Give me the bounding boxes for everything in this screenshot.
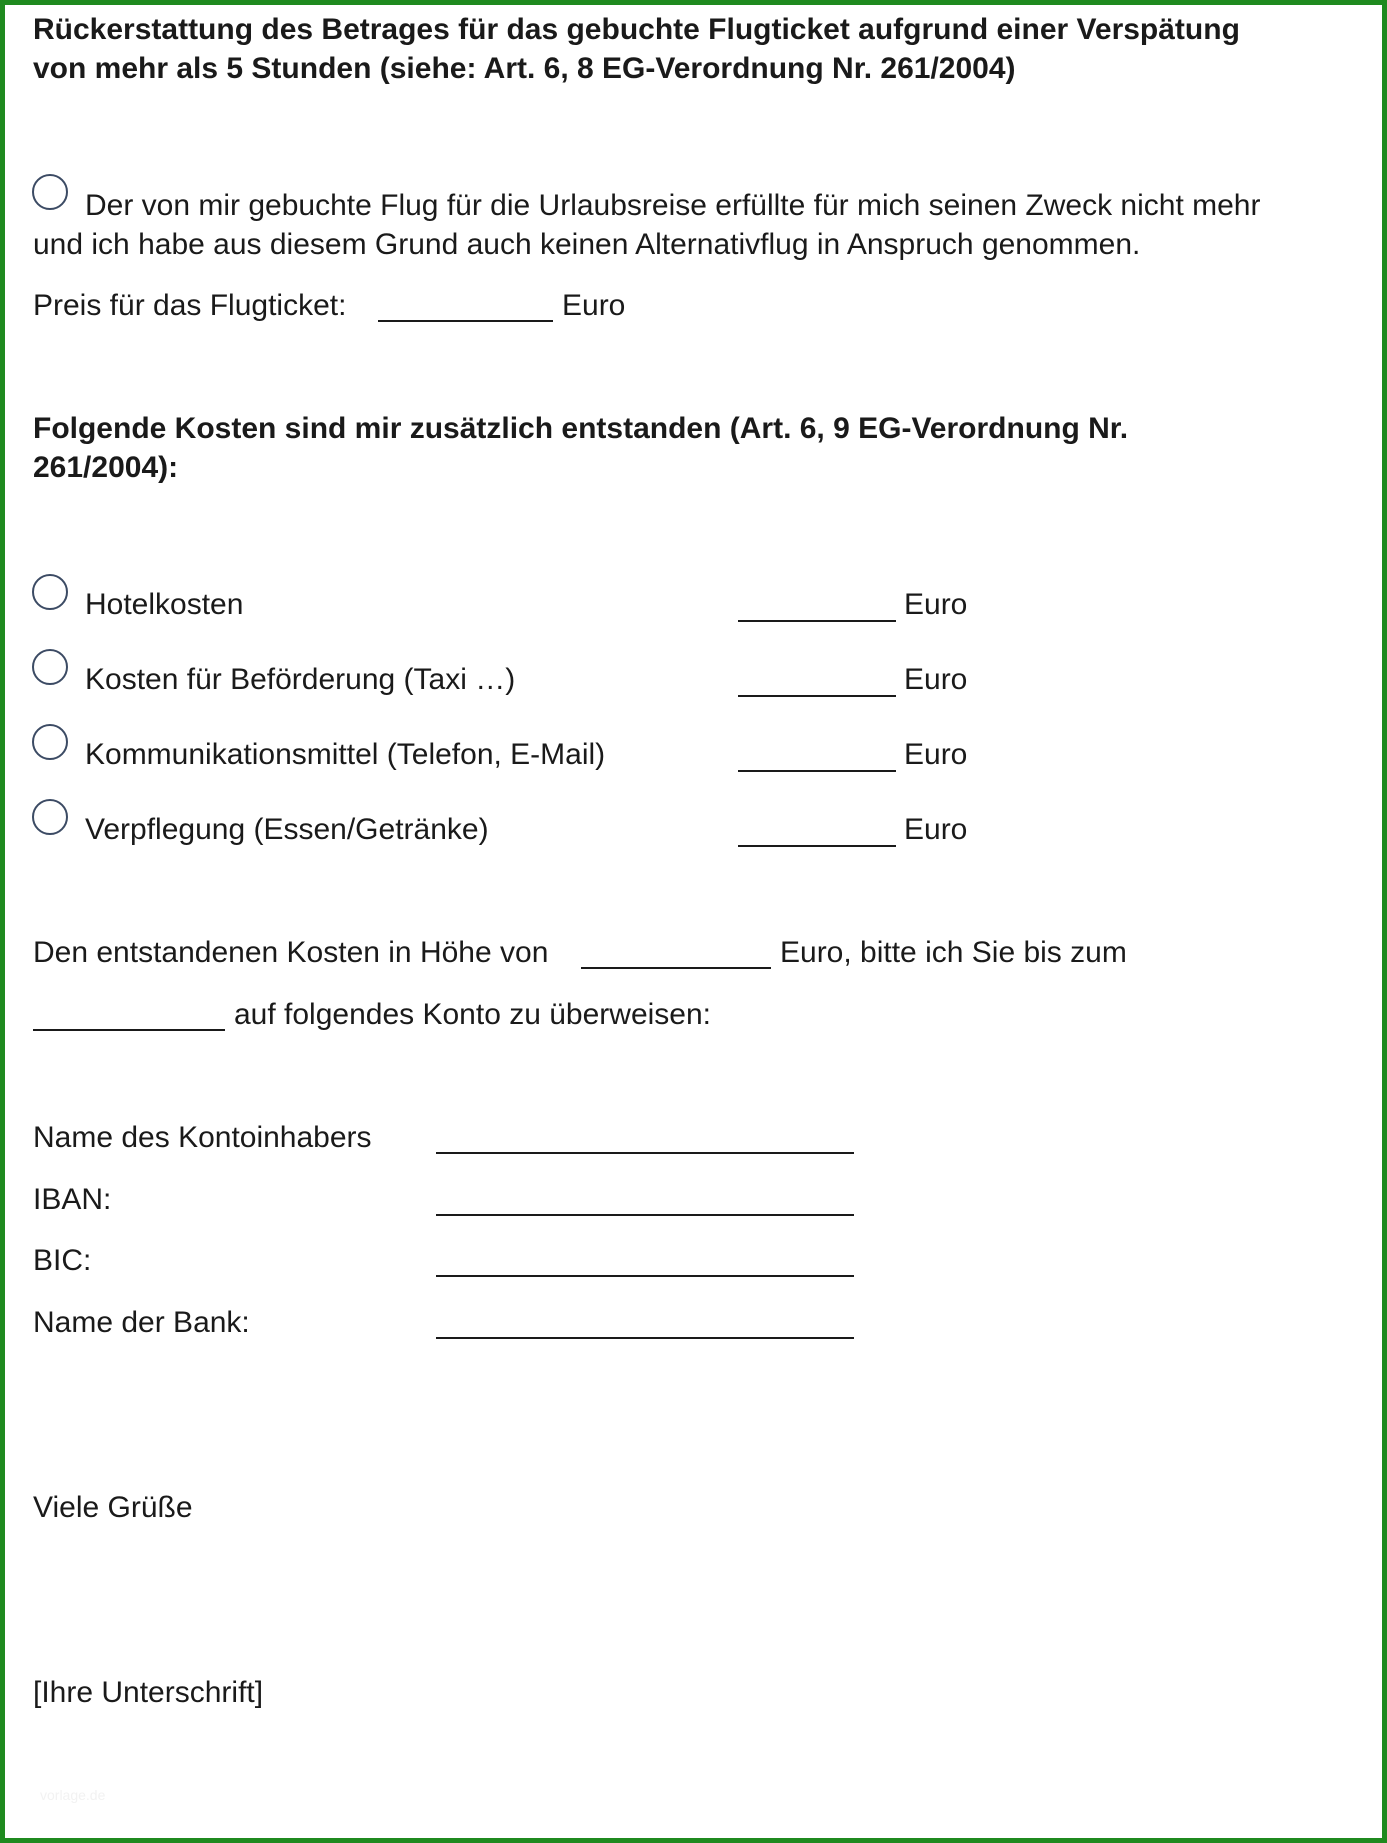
transfer-text-part-2: Euro, bitte ich Sie bis zum bbox=[780, 936, 1127, 969]
hotel-costs-label: Hotelkosten bbox=[85, 588, 244, 621]
catering-costs-label: Verpflegung (Essen/Getränke) bbox=[85, 813, 489, 846]
account-holder-label: Name des Kontoinhabers bbox=[33, 1121, 372, 1154]
transport-costs-label: Kosten für Beförderung (Taxi …) bbox=[85, 663, 516, 696]
bank-name-label: Name der Bank: bbox=[33, 1306, 250, 1339]
option-flight-text-line-1: Der von mir gebuchte Flug für die Urlaubsreise erfüllte für mich seinen Zweck nicht mehr bbox=[85, 189, 1261, 222]
catering-costs-field[interactable] bbox=[738, 845, 896, 847]
total-amount-field[interactable] bbox=[581, 967, 771, 969]
iban-field[interactable] bbox=[436, 1214, 854, 1216]
bic-label: BIC: bbox=[33, 1244, 92, 1277]
costs-heading-line-1: Folgende Kosten sind mir zusätzlich entstanden (Art. 6, 9 EG-Verordnung Nr. bbox=[33, 412, 1129, 445]
ticket-price-unit: Euro bbox=[562, 289, 626, 322]
page-title-line-1: Rückerstattung des Betrages für das gebuchte Flugticket aufgrund einer Verspätung bbox=[33, 13, 1240, 46]
iban-label: IBAN: bbox=[33, 1183, 112, 1216]
watermark: vorlage.de bbox=[40, 1787, 106, 1803]
transport-costs-field[interactable] bbox=[738, 695, 896, 697]
costs-heading-line-2: 261/2004): bbox=[33, 451, 179, 484]
option-flight-radio[interactable] bbox=[32, 174, 68, 210]
transfer-text-part-1: Den entstandenen Kosten in Höhe von bbox=[33, 936, 549, 969]
account-holder-field[interactable] bbox=[436, 1152, 854, 1154]
hotel-costs-radio[interactable] bbox=[32, 574, 68, 610]
catering-costs-radio[interactable] bbox=[32, 799, 68, 835]
transport-costs-radio[interactable] bbox=[32, 649, 68, 685]
page-title-line-2: von mehr als 5 Stunden (siehe: Art. 6, 8 EG-Verordnung Nr. 261/2004) bbox=[33, 52, 1016, 85]
closing-greeting: Viele Grüße bbox=[33, 1491, 193, 1524]
ticket-price-label: Preis für das Flugticket: bbox=[33, 289, 347, 322]
bank-name-field[interactable] bbox=[436, 1337, 854, 1339]
signature-placeholder: [Ihre Unterschrift] bbox=[33, 1676, 264, 1709]
communication-costs-label: Kommunikationsmittel (Telefon, E-Mail) bbox=[85, 738, 606, 771]
communication-costs-unit: Euro bbox=[904, 738, 968, 771]
ticket-price-field[interactable] bbox=[378, 320, 553, 322]
hotel-costs-field[interactable] bbox=[738, 620, 896, 622]
hotel-costs-unit: Euro bbox=[904, 588, 968, 621]
catering-costs-unit: Euro bbox=[904, 813, 968, 846]
bic-field[interactable] bbox=[436, 1275, 854, 1277]
due-date-field[interactable] bbox=[33, 1029, 225, 1031]
communication-costs-field[interactable] bbox=[738, 770, 896, 772]
communication-costs-radio[interactable] bbox=[32, 724, 68, 760]
transport-costs-unit: Euro bbox=[904, 663, 968, 696]
option-flight-text-line-2: und ich habe aus diesem Grund auch keinen Alternativflug in Anspruch genommen. bbox=[33, 228, 1141, 261]
transfer-text-part-3: auf folgendes Konto zu überweisen: bbox=[234, 998, 711, 1031]
